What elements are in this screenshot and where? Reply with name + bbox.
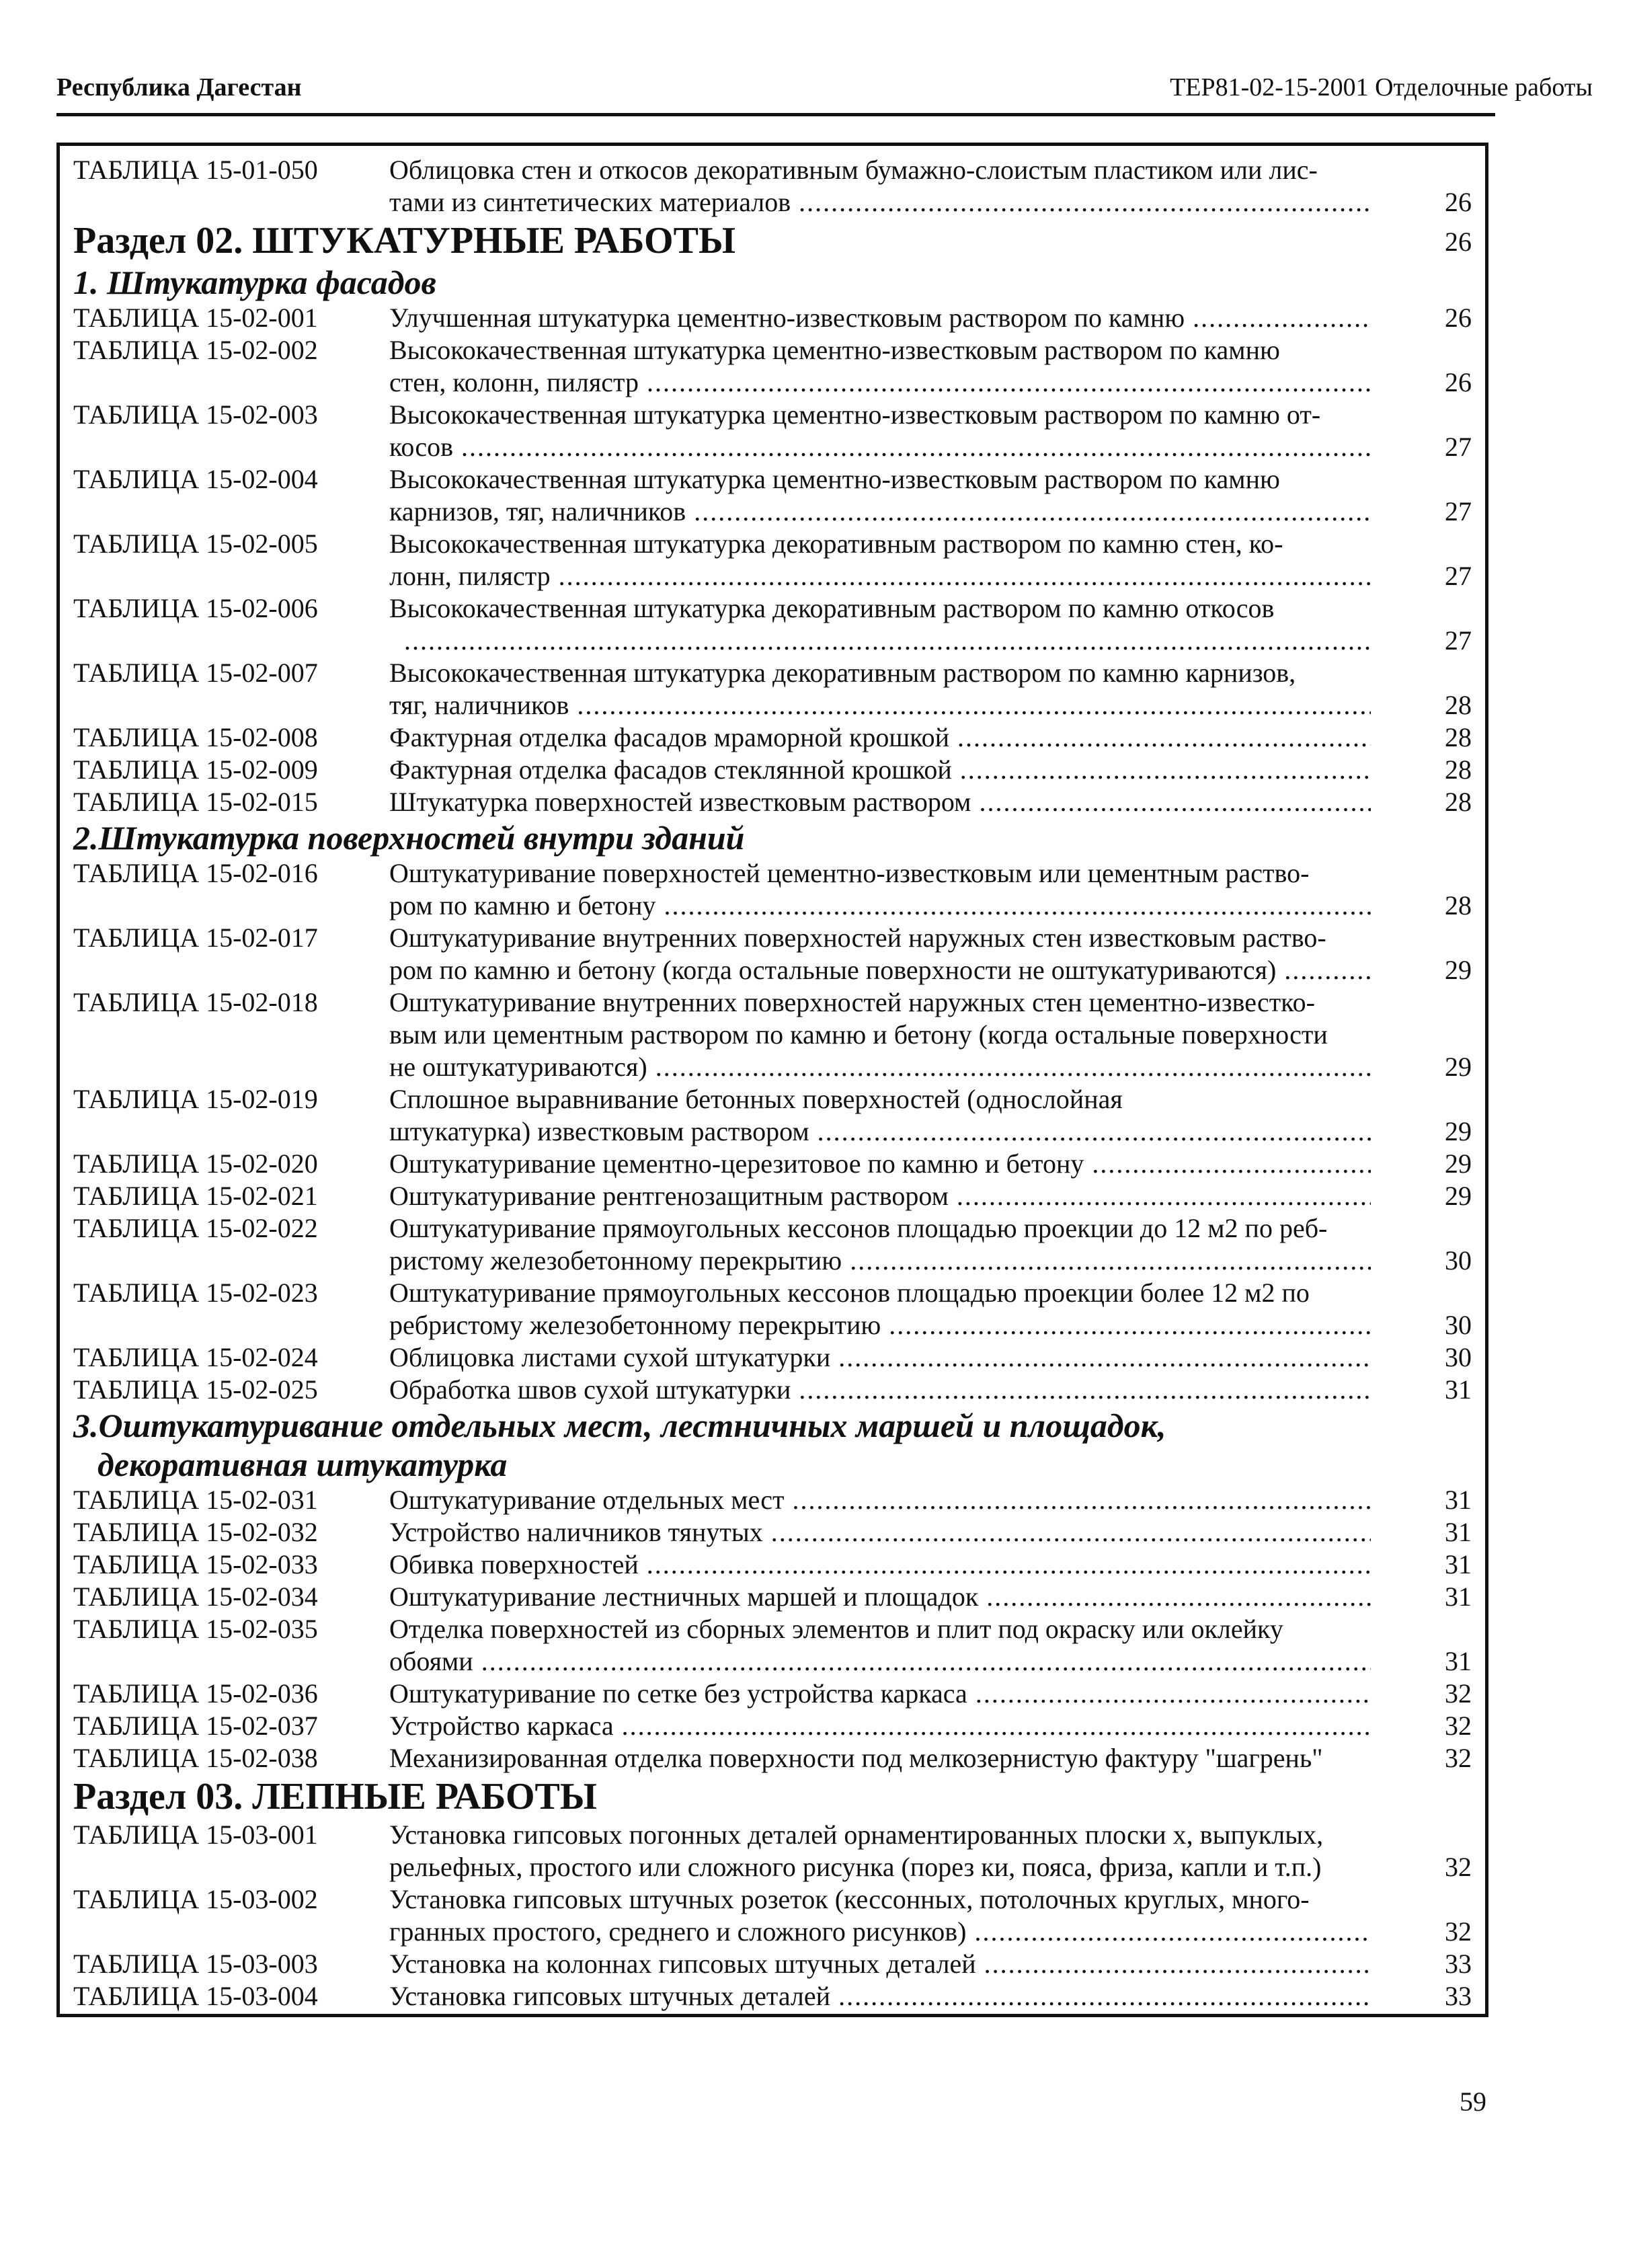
toc-frame <box>56 143 1488 2017</box>
toc-page-number: 31 <box>1445 1374 1472 1405</box>
toc-page-number: 31 <box>1445 1646 1472 1676</box>
toc-entry <box>73 857 1472 922</box>
page-header <box>56 73 1593 113</box>
toc-entry-title-line: Оштукатуривание отдельных мест ..... <box>389 1484 1371 1516</box>
toc-entry <box>73 1484 1472 1516</box>
toc-table-code: ТАБЛИЦА 15-02-007 <box>73 658 318 688</box>
toc-page-number: 28 <box>1445 754 1472 785</box>
toc-entry-title-line: Устройство каркаса ..... <box>389 1710 1371 1742</box>
toc-entry <box>73 1277 1472 1341</box>
toc-entry <box>73 1148 1472 1180</box>
toc-entry-title-line: Установка на колоннах гипсовых штучных деталей ..... <box>389 1948 1371 1980</box>
toc-entry-title-line: косов ..... <box>389 431 1371 463</box>
toc-page-number: 29 <box>1445 1052 1472 1082</box>
toc-entry <box>73 399 1472 463</box>
section-title: Раздел 02. ШТУКАТУРНЫЕ РАБОТЫ <box>73 220 735 262</box>
toc-entry-title-line: ром по камню и бетону (когда остальные поверхности не оштукатуриваются) ..... <box>389 954 1371 986</box>
toc-entry-title-line: Высококачественная штукатурка декоративным раствором по камню карнизов, <box>389 658 1296 688</box>
page-number: 59 <box>1460 2086 1486 2117</box>
toc-entry <box>73 986 1472 1083</box>
toc-page-number: 28 <box>1445 722 1472 752</box>
toc-table-code: ТАБЛИЦА 15-03-001 <box>73 1820 318 1850</box>
toc-page-number: 31 <box>1445 1485 1472 1515</box>
toc-entry <box>73 1948 1472 1980</box>
header-doc-title: ТЕР81-02-15-2001 Отделочные работы <box>1170 73 1593 102</box>
toc-entry-title-line: Сплошное выравнивание бетонных поверхностей (однослойная <box>389 1084 1123 1114</box>
toc-page-number: 31 <box>1445 1517 1472 1547</box>
toc-entry-title-line: ребристому железобетонному перекрытию ..... <box>389 1309 1371 1341</box>
toc-entry-title-line: тяг, наличников ..... <box>389 689 1371 721</box>
toc-entry <box>73 1742 1472 1774</box>
toc-table-code: ТАБЛИЦА 15-01-050 <box>73 155 318 185</box>
toc-entry <box>73 1980 1472 2012</box>
toc-page-number: 29 <box>1445 1181 1472 1211</box>
toc-entry <box>73 1083 1472 1148</box>
toc-entry-title-line: Обивка поверхностей ..... <box>389 1549 1371 1581</box>
toc-subsection-heading: 2.Штукатурка поверхностей внутри зданий <box>73 819 745 857</box>
toc-entry-title-line: Облицовка стен и откосов декоративным бумажно-слоистым пластиком или лис- <box>389 155 1318 185</box>
toc-entry <box>73 657 1472 721</box>
toc-page-number: 28 <box>1445 787 1472 817</box>
toc-entry <box>73 1678 1472 1710</box>
toc-entry <box>73 1549 1472 1581</box>
toc-page-number: 30 <box>1445 1342 1472 1372</box>
toc-entry-title-line: рельефных, простого или сложного рисунка (порез ки, пояса, фриза, капли и т.п.) <box>389 1852 1322 1882</box>
toc-table-code: ТАБЛИЦА 15-02-033 <box>73 1549 318 1579</box>
toc-entry-title-line: лонн, пилястр ..... <box>389 560 1371 592</box>
toc-page-number: 27 <box>1445 496 1472 526</box>
toc-entry-title-line: Штукатурка поверхностей известковым раствором ..... <box>389 786 1371 818</box>
toc-entry-title-line: штукатурка) известковым раствором ..... <box>389 1116 1371 1148</box>
toc-table-code: ТАБЛИЦА 15-02-003 <box>73 399 318 430</box>
toc-entry <box>73 334 1472 399</box>
toc-entry <box>73 1374 1472 1406</box>
toc-table-code: ТАБЛИЦА 15-02-006 <box>73 593 318 623</box>
toc-page-number: 31 <box>1445 1549 1472 1579</box>
toc-entry-title-line: Устройство наличников тянутых ..... <box>389 1516 1371 1549</box>
toc-section-heading <box>73 219 1472 263</box>
toc-page-number: 29 <box>1445 1148 1472 1179</box>
toc-section-heading <box>73 1774 1472 1819</box>
toc-entry <box>73 1341 1472 1374</box>
toc-entry-title-line: вым или цементным раствором по камню и бетону (когда остальные поверхности <box>389 1019 1328 1050</box>
toc-page-number: 32 <box>1445 1916 1472 1947</box>
toc-entry <box>73 1883 1472 1948</box>
toc-entry-title-line: Фактурная отделка фасадов стеклянной крошкой ..... <box>389 754 1371 786</box>
toc-entry-title-line: Установка гипсовых штучных розеток (кессонных, потолочных круглых, много- <box>389 1884 1310 1914</box>
toc-entry-title-line: Высококачественная штукатурка декоративным раствором по камню откосов <box>389 593 1275 623</box>
toc-entry-title-line: тами из синтетических материалов ..... <box>389 186 1371 219</box>
toc-page-number: 33 <box>1445 1981 1472 2011</box>
toc-page-number: 27 <box>1445 432 1472 462</box>
toc-page-number: 27 <box>1445 625 1472 656</box>
toc-entry-title-line: ром по камню и бетону ..... <box>389 890 1371 922</box>
toc-entry <box>73 786 1472 818</box>
toc-entry <box>73 922 1472 986</box>
toc-page-number: 27 <box>1445 561 1472 591</box>
toc-entry <box>73 721 1472 754</box>
toc-entry-title-line: Фактурная отделка фасадов мраморной крошкой ..... <box>389 721 1371 754</box>
toc-page-number: 31 <box>1445 1581 1472 1612</box>
toc-table-code: ТАБЛИЦА 15-02-005 <box>73 529 318 559</box>
toc-page-number: 26 <box>1445 187 1472 217</box>
toc-table-code: ТАБЛИЦА 15-02-024 <box>73 1342 318 1372</box>
toc-table-code: ТАБЛИЦА 15-02-034 <box>73 1581 318 1612</box>
toc-entry-title-line <box>389 625 1371 657</box>
toc-page-number: 28 <box>1445 690 1472 720</box>
toc-entry-title-line: Улучшенная штукатурка цементно-известковым раствором по камню ..... <box>389 302 1371 334</box>
toc-entry <box>73 1710 1472 1742</box>
toc-table-code: ТАБЛИЦА 15-02-020 <box>73 1148 318 1179</box>
toc-entry-title-line: Установка гипсовых штучных деталей ..... <box>389 1980 1371 2012</box>
toc-entry-title-line: гранных простого, среднего и сложного рисунков) ..... <box>389 1916 1371 1948</box>
toc-page-number: 33 <box>1445 1949 1472 1979</box>
toc-page-number: 26 <box>1445 227 1472 257</box>
toc-table-code: ТАБЛИЦА 15-02-015 <box>73 787 318 817</box>
toc-table-code: ТАБЛИЦА 15-02-031 <box>73 1485 318 1515</box>
toc-entry <box>73 302 1472 334</box>
toc-table-code: ТАБЛИЦА 15-03-004 <box>73 1981 318 2011</box>
header-region: Республика Дагестан <box>56 73 302 102</box>
toc-entry-title-line: Высококачественная штукатурка цементно-известковым раствором по камню <box>389 335 1280 365</box>
toc-entry-title-line: Высококачественная штукатурка цементно-известковым раствором по камню <box>389 464 1280 494</box>
toc-subsection-heading: 3.Оштукатуривание отдельных мест, лестничных маршей и площадок, <box>73 1407 1166 1444</box>
toc-entry-title-line: карнизов, тяг, наличников ..... <box>389 496 1371 528</box>
toc-entry-title-line: Оштукатуривание по сетке без устройства каркаса ..... <box>389 1678 1371 1710</box>
toc-table-code: ТАБЛИЦА 15-02-032 <box>73 1517 318 1547</box>
toc-page-number: 29 <box>1445 1116 1472 1146</box>
toc-page-number: 30 <box>1445 1310 1472 1340</box>
toc-entry-title-line: Оштукатуривание лестничных маршей и площадок ..... <box>389 1581 1371 1613</box>
toc-entry <box>73 1581 1472 1613</box>
toc-page-number: 26 <box>1445 367 1472 397</box>
toc-entry-title-line: стен, колонн, пилястр ..... <box>389 366 1371 399</box>
toc-table-code: ТАБЛИЦА 15-02-009 <box>73 754 318 785</box>
toc-page-number: 32 <box>1445 1711 1472 1741</box>
section-title: Раздел 03. ЛЕПНЫЕ РАБОТЫ <box>73 1776 597 1817</box>
toc-entry <box>73 463 1472 528</box>
toc-page-number: 30 <box>1445 1245 1472 1276</box>
header-rule <box>56 113 1495 116</box>
toc-table-code: ТАБЛИЦА 15-02-008 <box>73 722 318 752</box>
toc-entry-title-line: Облицовка листами сухой штукатурки ..... <box>389 1341 1371 1374</box>
toc-page-number: 26 <box>1445 303 1472 333</box>
toc-entry <box>73 1180 1472 1212</box>
toc-entry-title-line: Обработка швов сухой штукатурки ..... <box>389 1374 1371 1406</box>
toc-table-code: ТАБЛИЦА 15-02-017 <box>73 923 318 953</box>
toc-entry-title-line: Оштукатуривание прямоугольных кессонов площадью проекции до 12 м2 по реб- <box>389 1213 1328 1243</box>
toc-entry-title-line: Оштукатуривание рентгенозащитным раствором ..... <box>389 1180 1371 1212</box>
toc-entry-title-line: Высококачественная штукатурка декоративным раствором по камню стен, ко- <box>389 529 1283 559</box>
toc-table-code: ТАБЛИЦА 15-03-002 <box>73 1884 318 1914</box>
toc-subsection-heading: декоративная штукатурка <box>97 1446 508 1483</box>
toc-entry-title-line: ристому железобетонному перекрытию ..... <box>389 1245 1371 1277</box>
toc-table-code: ТАБЛИЦА 15-02-036 <box>73 1678 318 1709</box>
toc-table-code: ТАБЛИЦА 15-02-038 <box>73 1743 318 1773</box>
toc-page-number: 32 <box>1445 1678 1472 1709</box>
toc-page-number: 28 <box>1445 890 1472 921</box>
toc-table-code: ТАБЛИЦА 15-02-023 <box>73 1278 318 1308</box>
toc-subsection-heading: 1. Штукатурка фасадов <box>73 264 436 301</box>
table-of-contents <box>73 154 1472 2012</box>
toc-entry-title-line: Оштукатуривание поверхностей цементно-известковым или цементным раство- <box>389 858 1310 888</box>
toc-table-code: ТАБЛИЦА 15-02-019 <box>73 1084 318 1114</box>
toc-page-number: 32 <box>1445 1743 1472 1773</box>
toc-table-code: ТАБЛИЦА 15-02-016 <box>73 858 318 888</box>
toc-entry-title-line: Оштукатуривание прямоугольных кессонов площадью проекции более 12 м2 по <box>389 1278 1310 1308</box>
toc-entry-title-line: Оштукатуривание цементно-церезитовое по камню и бетону ..... <box>389 1148 1371 1180</box>
toc-entry-title-line: Отделка поверхностей из сборных элементов и плит под окраску или оклейку <box>389 1614 1283 1644</box>
toc-table-code: ТАБЛИЦА 15-02-035 <box>73 1614 318 1644</box>
toc-entry-title-line: Установка гипсовых погонных деталей орнаментированных плоски х, выпуклых, <box>389 1820 1324 1850</box>
toc-table-code: ТАБЛИЦА 15-02-021 <box>73 1181 318 1211</box>
toc-table-code: ТАБЛИЦА 15-02-018 <box>73 987 318 1017</box>
toc-entry <box>73 154 1472 219</box>
toc-table-code: ТАБЛИЦА 15-02-004 <box>73 464 318 494</box>
toc-entry <box>73 1516 1472 1549</box>
toc-table-code: ТАБЛИЦА 15-02-002 <box>73 335 318 365</box>
toc-table-code: ТАБЛИЦА 15-02-001 <box>73 303 318 333</box>
toc-entry-title-line: не оштукатуриваются) ..... <box>389 1051 1371 1083</box>
toc-entry <box>73 528 1472 592</box>
toc-entry <box>73 1212 1472 1277</box>
toc-entry-title-line: Высококачественная штукатурка цементно-известковым раствором по камню от- <box>389 399 1321 430</box>
toc-entry <box>73 592 1472 657</box>
toc-table-code: ТАБЛИЦА 15-02-022 <box>73 1213 318 1243</box>
toc-entry <box>73 1819 1472 1883</box>
toc-table-code: ТАБЛИЦА 15-02-025 <box>73 1374 318 1405</box>
toc-entry-title-line: Оштукатуривание внутренних поверхностей наружных стен известковым раство- <box>389 923 1326 953</box>
toc-entry <box>73 754 1472 786</box>
toc-entry-title-line: Оштукатуривание внутренних поверхностей наружных стен цементно-известко- <box>389 987 1315 1017</box>
toc-entry <box>73 1613 1472 1678</box>
toc-table-code: ТАБЛИЦА 15-02-037 <box>73 1711 318 1741</box>
toc-table-code: ТАБЛИЦА 15-03-003 <box>73 1949 318 1979</box>
toc-page-number: 29 <box>1445 955 1472 985</box>
toc-page-number: 32 <box>1445 1852 1472 1882</box>
toc-entry-title-line: Механизированная отделка поверхности под мелкозернистую фактуру "шагрень" <box>389 1743 1323 1773</box>
toc-entry-title-line: обоями ..... <box>389 1645 1371 1678</box>
